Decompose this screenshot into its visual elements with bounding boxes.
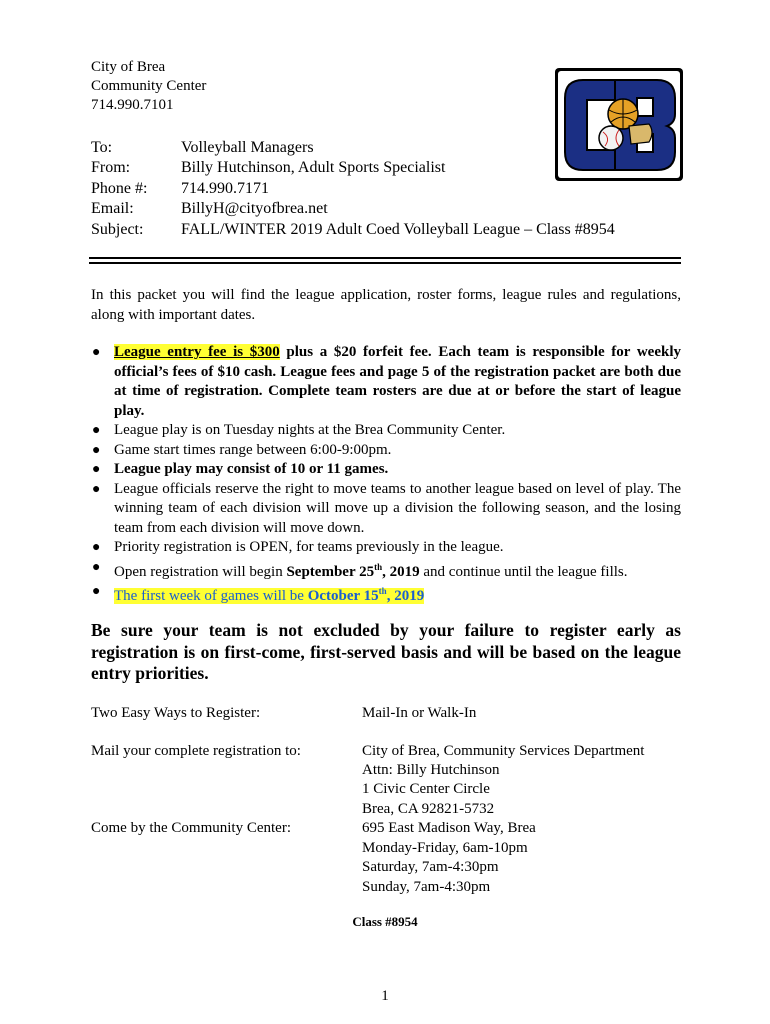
bullet-text: Game start times range between 6:00-9:00pm. [114,441,392,458]
info-bullet-list [91,343,681,607]
memo-to [91,137,314,158]
mail-line-3: 1 Civic Center Circle [362,781,490,797]
page-number: 1 [381,988,389,1004]
bullet-icon: ● [92,345,101,360]
bullet-icon: ● [92,559,101,575]
bullet-priority [91,538,681,558]
memo-email [91,198,328,219]
come-label: Come by the Community Center: [91,820,291,836]
header-rule-bottom [89,262,681,264]
ways-label: Two Easy Ways to Register: [91,705,261,721]
memo-subject-label: Subject: [91,221,144,238]
bullet-icon: ● [92,584,101,599]
open-year: , 2019 [382,563,420,580]
bullet-entry-fee [91,343,681,421]
intro-paragraph: In this packet you will find the league application, roster forms, league rules and regulations, along with important dates. [91,287,681,323]
memo-from [91,157,445,178]
come-line-2: Monday-Friday, 6am-10pm [362,840,528,856]
memo-email-value: BillyH@cityofbrea.net [181,200,328,217]
memo-email-label: Email: [91,200,134,217]
mail-line-4: Brea, CA 92821-5732 [362,801,495,817]
memo-to-label: To: [91,139,113,156]
cb-logo [553,66,685,183]
bullet-icon: ● [92,423,101,438]
come-line-3: Saturday, 7am-4:30pm [362,859,499,875]
open-date: September 25 [286,563,375,580]
come-line-1: 695 East Madison Way, Brea [362,820,536,836]
bullet-start-times [91,441,681,461]
bullet-text: Priority registration is OPEN, for teams previously in the league. [114,539,504,555]
first-week-text: The first week of games will be [114,588,308,604]
bullet-open-registration [91,558,681,583]
mail-label: Mail your complete registration to: [91,743,301,759]
bullet-first-week [91,582,681,607]
ways-value: Mail-In or Walk-In [362,705,477,721]
memo-to-value: Volleyball Managers [181,139,314,156]
bullet-text-end: and continue until the league fills. [419,563,628,580]
memo-subject [91,219,615,240]
memo-phone-value: 714.990.7171 [181,180,269,197]
bullet-icon: ● [92,442,101,458]
bullet-icon: ● [92,540,101,555]
org-name: City of Brea [91,59,166,75]
header-rule-top [89,257,681,259]
first-week-date: October 15 [307,588,379,604]
bullet-text: Open registration will begin [114,563,287,580]
entry-fee-highlight: League entry fee is $300 [114,344,280,360]
date-suffix: th [378,586,387,596]
date-suffix: th [374,561,383,572]
memo-from-value: Billy Hutchinson, Adult Sports Specialist [181,159,446,176]
class-number: Class #8954 [352,914,418,929]
warning-paragraph: Be sure your team is not excluded by your failure to register early as registration is on first-come, first-served basis and will be based on the league entry priorities. [91,620,681,683]
come-line-4: Sunday, 7am-4:30pm [362,879,491,895]
bullet-text: League play may consist of 10 or 11 games. [114,461,389,477]
bullet-icon: ● [92,481,101,497]
org-phone: 714.990.7101 [91,97,174,113]
memo-phone-label: Phone #: [91,180,148,197]
memo-phone [91,178,269,199]
bullet-game-count [91,460,681,480]
bullet-officials [91,480,681,539]
bullet-text: League officials reserve the right to move teams to another league based on level of play. The winning team of each division will move up a division the following season, and the losing team from each division will move down. [114,480,681,536]
mail-line-2: Attn: Billy Hutchinson [362,762,500,778]
memo-from-label: From: [91,159,131,176]
bullet-league-night [91,421,681,441]
memo-subject-value: FALL/WINTER 2019 Adult Coed Volleyball League – Class #8954 [181,221,615,238]
mail-line-1: City of Brea, Community Services Department [362,743,645,759]
first-week-year: , 2019 [386,588,425,604]
bullet-text: League play is on Tuesday nights at the Brea Community Center. [114,422,506,438]
org-dept: Community Center [91,78,207,94]
entry-fee-text: plus a $20 forfeit fee. Each team is responsible for weekly official’s fees of $10 cash. League fees and page 5 of the registration packet are both due at time of registration. Complete team rosters are due at or before the start of league play. [114,344,681,419]
bullet-icon: ● [92,462,101,477]
